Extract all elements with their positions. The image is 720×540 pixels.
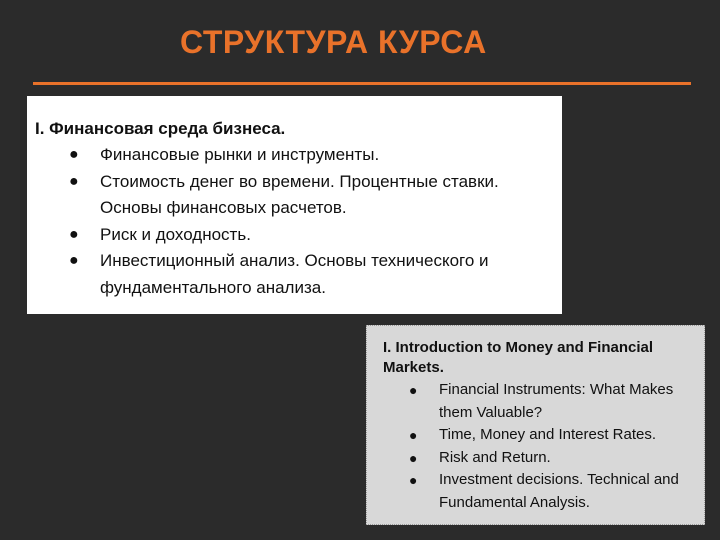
slide-title: СТРУКТУРА КУРСА xyxy=(180,24,487,60)
list-item xyxy=(35,169,554,222)
list-item-text: Investment decisions. Technical and Fundamental Analysis. xyxy=(439,471,679,511)
list-item xyxy=(383,469,694,514)
list-item xyxy=(383,424,694,447)
list-item-text: Инвестиционный анализ. Основы технического и фундаментального анализа. xyxy=(100,251,489,297)
title-divider xyxy=(33,82,691,85)
list-item xyxy=(35,142,554,169)
bullet-icon: ● xyxy=(69,172,79,190)
list-item-text: Time, Money and Interest Rates. xyxy=(439,426,657,443)
bullet-icon: ● xyxy=(409,427,418,443)
section-heading-en: I. Introduction to Money and Financial Markets. xyxy=(383,339,653,376)
bullet-icon: ● xyxy=(409,472,418,488)
course-outline-russian xyxy=(27,96,562,314)
list-item xyxy=(35,248,554,301)
bullet-icon: ● xyxy=(69,252,79,269)
bullet-icon: ● xyxy=(409,449,418,466)
topic-list-ru xyxy=(35,142,554,301)
list-item-text: Risk and Return. xyxy=(439,448,551,466)
bullet-icon: ● xyxy=(69,225,79,243)
list-item-text: Стоимость денег во времени. Процентные ставки. Основы финансовых расчетов. xyxy=(100,171,499,217)
bullet-icon: ● xyxy=(69,146,79,163)
course-outline-english xyxy=(366,325,705,525)
list-item xyxy=(35,222,554,249)
list-item-text: Риск и доходность. xyxy=(100,224,251,244)
bullet-icon: ● xyxy=(409,382,418,398)
list-item-text: Финансовые рынки и инструменты. xyxy=(100,145,380,164)
topic-list-en xyxy=(383,379,694,514)
section-heading-ru: I. Финансовая среда бизнеса. xyxy=(35,119,286,138)
list-item xyxy=(383,379,694,424)
list-item xyxy=(383,447,694,470)
list-item-text: Financial Instruments: What Makes them Valuable? xyxy=(439,381,674,421)
